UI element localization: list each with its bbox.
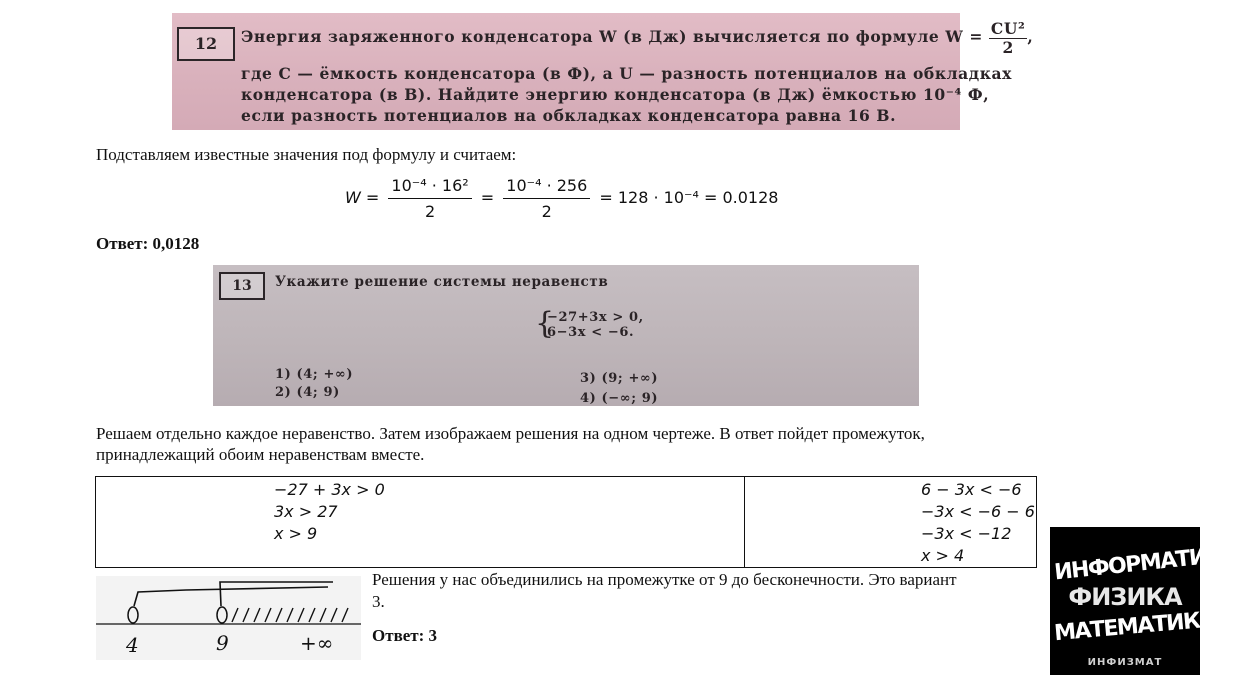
fraction-1-denominator: 2: [424, 202, 436, 221]
number-line-drawing: [96, 576, 361, 660]
fraction-2: [503, 176, 590, 221]
solution-12-intro: Подставляем известные значения под формулу и считаем:: [96, 145, 517, 164]
table-row: [96, 477, 1037, 568]
bracket-x-gt-9: [220, 582, 333, 606]
formula-fraction: [989, 21, 1027, 55]
answer-12: Ответ: 0,0128: [96, 234, 200, 253]
formula-lhs: W =: [945, 27, 983, 46]
left-step-2: 3x > 27: [274, 502, 338, 521]
problem-number-box: [219, 272, 265, 300]
option-1: 1) (4; +∞): [275, 367, 354, 382]
open-point-9: [217, 607, 227, 623]
left-inequality-cell: [96, 477, 745, 568]
problem-12-photo: [172, 13, 1034, 130]
left-step-3: x > 9: [274, 524, 318, 543]
formula-w: W: [345, 188, 361, 207]
problem-number: 12: [194, 34, 218, 53]
solution-13-conclusion-line-2: 3.: [372, 592, 385, 611]
bracket-x-gt-4: [134, 587, 328, 606]
problem-text: Энергия заряженного конденсатора W (в Дж) вычисляется по формуле: [241, 27, 940, 46]
option-4: 4) (−∞; 9): [580, 391, 659, 406]
problem-line-2: где C — ёмкость конденсатора (в Ф), а U — разность потенциалов на обкладках: [241, 64, 1012, 83]
infizmat-logo: [1050, 527, 1239, 675]
right-inequality-cell: [745, 477, 1037, 568]
right-step-3: −3x < −12: [921, 524, 1012, 543]
label-plus-infinity: +∞: [300, 631, 334, 655]
formula-numerator: CU²: [990, 19, 1026, 38]
formula-result: = 128 · 10⁻⁴ = 0.0128: [599, 188, 779, 207]
label-9: 9: [216, 631, 229, 655]
equals-sign: =: [480, 188, 495, 207]
right-step-2: −3x < −6 − 6: [921, 502, 1035, 521]
system-brace: {: [535, 306, 555, 341]
right-step-4: x > 4: [921, 546, 965, 565]
formula-tail: ,: [1027, 27, 1034, 46]
logo-informatika: ИНФОРМАТИКА: [1053, 541, 1239, 586]
fraction-1: [388, 176, 471, 221]
fraction-2-numerator: 10⁻⁴ · 256: [503, 176, 590, 199]
problem-line-4: если разность потенциалов на обкладках конденсатора равна 16 В.: [241, 106, 897, 125]
solution-13-conclusion-line-1: Решения у нас объединились на промежутке от 9 до бесконечности. Это вариант: [372, 570, 957, 589]
solution-13-intro-line-2: принадлежащий обоим неравенствам вместе.: [96, 445, 425, 464]
problem-13-photo: [213, 265, 919, 406]
system-line-2: 6−3x < −6.: [547, 325, 635, 340]
problem-number-box: [177, 27, 235, 61]
problem-number: 13: [232, 278, 252, 294]
logo-infizmat: ИНФИЗМАТ: [1087, 657, 1163, 668]
fraction-2-denominator: 2: [541, 202, 552, 221]
inequality-table: [95, 476, 1037, 568]
solution-12-formula: [345, 176, 778, 221]
logo-fizika: ФИЗИКА: [1068, 583, 1182, 611]
open-point-4: [128, 607, 138, 623]
option-3: 3) (9; +∞): [580, 371, 659, 386]
system-line-1: −27+3x > 0,: [547, 310, 644, 325]
label-4: 4: [126, 633, 139, 657]
equals-sign: =: [365, 188, 380, 207]
fraction-1-numerator: 10⁻⁴ · 16²: [388, 176, 471, 199]
problem-line-3: конденсатора (в В). Найдите энергию конденсатора (в Дж) ёмкостью 10⁻⁴ Ф,: [241, 85, 990, 104]
problem-13-title: Укажите решение системы неравенств: [275, 274, 609, 290]
problem-line-1: [241, 21, 1033, 55]
hatching: [232, 608, 348, 622]
right-step-1: 6 − 3x < −6: [921, 480, 1022, 499]
option-2: 2) (4; 9): [275, 385, 340, 400]
number-line-sketch: [96, 576, 361, 660]
formula-denominator: 2: [1002, 37, 1014, 57]
solution-13-intro-line-1: Решаем отдельно каждое неравенство. Затем изображаем решения на одном чертеже. В ответ пойдет промежуток,: [96, 424, 925, 443]
left-step-1: −27 + 3x > 0: [274, 480, 385, 499]
answer-13: Ответ: 3: [372, 626, 438, 645]
logo-matematika: МАТЕМАТИКА: [1053, 607, 1217, 647]
